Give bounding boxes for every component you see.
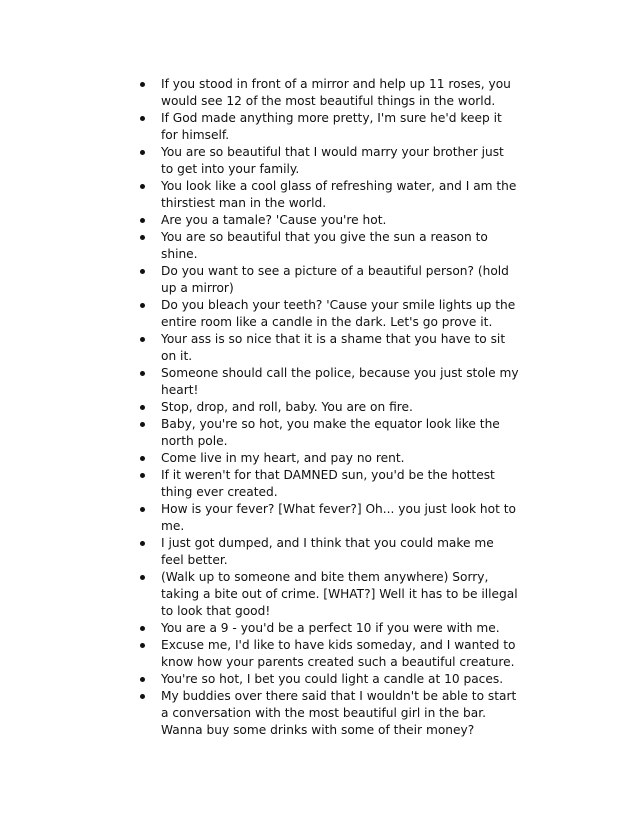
- bullet-icon: [140, 116, 145, 121]
- list-item-text: You're so hot, I bet you could light a candle at 10 paces.: [161, 672, 504, 686]
- list-item-text: Stop, drop, and roll, baby. You are on fire.: [161, 400, 413, 414]
- list-item-text: Your ass is so nice that it is a shame that you have to sit on it.: [161, 332, 506, 363]
- list-item: [139, 467, 519, 501]
- bullet-icon: [140, 456, 145, 461]
- bullet-icon: [140, 371, 145, 376]
- list-item-text: How is your fever? [What fever?] Oh... you just look hot to me.: [161, 502, 516, 533]
- list-item-text: (Walk up to someone and bite them anywhere) Sorry, taking a bite out of crime. [WHAT?] Well it has to be illegal to look that good!: [161, 570, 518, 618]
- list-item-text: If you stood in front of a mirror and help up 11 roses, you would see 12 of the most beautiful things in the world.: [161, 77, 511, 108]
- bullet-icon: [140, 507, 145, 512]
- bullet-icon: [140, 541, 145, 546]
- bullet-icon: [140, 626, 145, 631]
- list-item: [139, 297, 519, 331]
- bullet-icon: [140, 677, 145, 682]
- list-item: [139, 178, 519, 212]
- bullet-icon: [140, 184, 145, 189]
- bullet-icon: [140, 643, 145, 648]
- list-item-text: You are so beautiful that I would marry your brother just to get into your family.: [161, 145, 504, 176]
- list-item: [139, 263, 519, 297]
- list-item: [139, 569, 519, 620]
- list-item-text: You look like a cool glass of refreshing water, and I am the thirstiest man in the world.: [161, 179, 517, 210]
- list-item-text: Baby, you're so hot, you make the equator look like the north pole.: [161, 417, 500, 448]
- list-item: [139, 501, 519, 535]
- list-item: [139, 76, 519, 110]
- list-item: [139, 671, 519, 688]
- bullet-icon: [140, 303, 145, 308]
- list-item-text: Excuse me, I'd like to have kids someday, and I wanted to know how your parents created such a beautiful creature.: [161, 638, 516, 669]
- list-item-text: Someone should call the police, because you just stole my heart!: [161, 366, 519, 397]
- list-item: [139, 688, 519, 739]
- list-item-text: You are so beautiful that you give the sun a reason to shine.: [161, 230, 488, 261]
- list-item: [139, 229, 519, 263]
- bullet-icon: [140, 575, 145, 580]
- list-item: [139, 212, 519, 229]
- bullet-icon: [140, 337, 145, 342]
- list-item-text: My buddies over there said that I wouldn't be able to start a conversation with the most beautiful girl in the bar. Wanna buy some drinks with some of their money?: [161, 689, 517, 737]
- bullet-icon: [140, 473, 145, 478]
- list-item: [139, 535, 519, 569]
- list-item: [139, 637, 519, 671]
- list-item: [139, 365, 519, 399]
- list-item-text: If it weren't for that DAMNED sun, you'd be the hottest thing ever created.: [161, 468, 495, 499]
- list-item-text: You are a 9 - you'd be a perfect 10 if you were with me.: [161, 621, 500, 635]
- bullet-icon: [140, 150, 145, 155]
- list-item-text: Do you bleach your teeth? 'Cause your smile lights up the entire room like a candle in the dark. Let's go prove it.: [161, 298, 516, 329]
- list-item: [139, 416, 519, 450]
- list-item: [139, 144, 519, 178]
- bullet-icon: [140, 218, 145, 223]
- bullet-icon: [140, 269, 145, 274]
- list-item: [139, 399, 519, 416]
- bullet-icon: [140, 405, 145, 410]
- list-item-text: Do you want to see a picture of a beautiful person? (hold up a mirror): [161, 264, 509, 295]
- list-item: [139, 620, 519, 637]
- bullet-icon: [140, 422, 145, 427]
- bullet-icon: [140, 82, 145, 87]
- pickup-lines-list: [139, 76, 519, 739]
- list-item-text: If God made anything more pretty, I'm sure he'd keep it for himself.: [161, 111, 502, 142]
- bullet-icon: [140, 694, 145, 699]
- list-item: [139, 110, 519, 144]
- list-item: [139, 450, 519, 467]
- list-item-text: Come live in my heart, and pay no rent.: [161, 451, 405, 465]
- list-item: [139, 331, 519, 365]
- bullet-icon: [140, 235, 145, 240]
- list-item-text: I just got dumped, and I think that you could make me feel better.: [161, 536, 494, 567]
- list-item-text: Are you a tamale? 'Cause you're hot.: [161, 213, 387, 227]
